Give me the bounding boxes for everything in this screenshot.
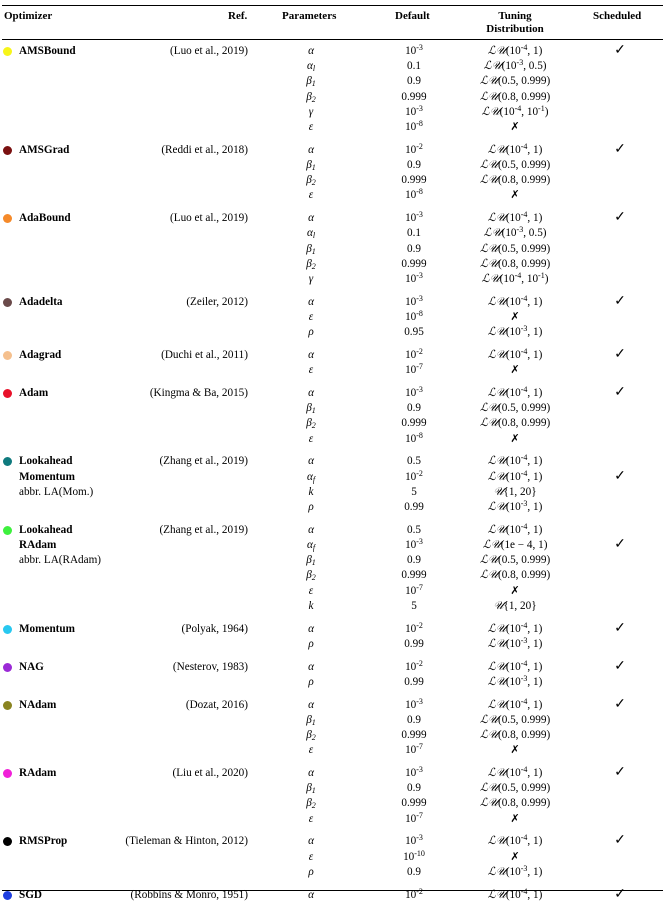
scheduled-check-icon: ✓	[614, 385, 626, 400]
optimizer-name: Lookahead	[19, 455, 73, 468]
tuning-distribution: ℒ𝒰(0.5, 0.999)	[479, 713, 551, 726]
parameter-symbol: α	[308, 888, 314, 901]
tuning-distribution: $ℒ𝒰(10^{-4}$, 1)	[487, 468, 543, 483]
tuning-distribution: $ℒ𝒰(10^{-4}$, 1)	[487, 658, 543, 673]
tuning-distribution: ℒ𝒰(0.8, 0.999)	[479, 417, 551, 430]
default-value: $10^{-3}$	[405, 43, 423, 57]
parameter-symbol: $\beta_2$	[306, 797, 316, 811]
optimizer-reference: (Zhang et al., 2019)	[159, 455, 248, 468]
default-value: 0.99	[404, 501, 424, 513]
optimizer-marker-dot	[3, 389, 12, 398]
default-value: $10^{-7}$	[405, 810, 423, 825]
header-parameters: Parameters	[282, 10, 337, 22]
optimizer-name: AMSBound	[19, 45, 76, 57]
default-value: $10^{-2}$	[405, 658, 423, 673]
optimizer-marker-dot	[3, 351, 12, 360]
optimizer-name: Adadelta	[19, 295, 63, 308]
tuning-distribution: $ℒ𝒰(10^{-4}$, 1)	[487, 43, 543, 57]
header-optimizer: Optimizer	[4, 10, 53, 22]
parameter-symbol: $\beta_1$	[306, 75, 316, 89]
default-value: $10^{-8}$	[405, 430, 423, 445]
default-value: 5	[411, 599, 417, 612]
default-value: $10^{-3}$	[405, 537, 423, 551]
optimizer-reference: (Liu et al., 2020)	[172, 767, 248, 779]
parameter-symbol: α	[308, 698, 314, 711]
optimizer-marker-dot	[3, 457, 12, 466]
default-value: 0.9	[407, 75, 421, 88]
default-value: $10^{-3}$	[405, 103, 423, 118]
parameter-symbol: ε	[308, 311, 314, 323]
default-value: $10^{-7}$	[405, 582, 423, 597]
parameter-symbol: $\beta_2$	[306, 257, 316, 271]
default-value: $10^{-2}$	[405, 886, 423, 901]
parameter-symbol: $\beta_1$	[306, 782, 316, 796]
parameter-symbol: ε	[308, 850, 314, 863]
tuning-distribution: $ℒ𝒰(10^{-3}$, 0.5)	[483, 225, 547, 240]
tuning-distribution: 𝒰{1, 20}	[493, 485, 537, 498]
not-tuned-cross-icon: ✗	[510, 189, 520, 202]
parameter-symbol: α	[308, 523, 314, 536]
default-value: $10^{-3}$	[405, 833, 423, 848]
parameter-symbol: $\beta_2$	[306, 569, 316, 583]
default-value: $10^{-7}$	[405, 362, 423, 377]
not-tuned-cross-icon: ✗	[510, 432, 520, 445]
parameter-symbol: ε	[308, 744, 314, 757]
default-value: 0.1	[407, 60, 421, 73]
default-value: 0.999	[401, 417, 427, 430]
tuning-distribution: ℒ𝒰(0.8, 0.999)	[479, 797, 551, 810]
parameter-symbol: α	[308, 143, 314, 156]
header-tuning	[470, 10, 560, 36]
scheduled-check-icon: ✓	[614, 537, 626, 552]
tuning-distribution: $ℒ𝒰(10^{-4}$, 1)	[487, 453, 543, 468]
default-value: $10^{-3}$	[405, 271, 423, 285]
parameter-symbol: $\alpha_l$	[306, 227, 316, 241]
optimizer-reference: (Reddi et al., 2018)	[161, 143, 248, 156]
tuning-distribution: $ℒ𝒰(10^{-4}$, 1)	[487, 347, 543, 361]
tuning-distribution: $ℒ𝒰(10^{-3}$, 1)	[487, 635, 543, 650]
parameter-symbol: ε	[308, 121, 314, 133]
tuning-distribution: ℒ𝒰(0.5, 0.999)	[479, 159, 551, 171]
tuning-distribution: ℒ𝒰(0.8, 0.999)	[479, 90, 551, 103]
optimizer-marker-dot	[3, 625, 12, 634]
default-value: $10^{-2}$	[405, 468, 423, 483]
optimizer-name: Lookahead	[19, 523, 73, 536]
tuning-distribution: ℒ𝒰(0.5, 0.999)	[479, 242, 551, 255]
parameter-symbol: ε	[308, 189, 314, 202]
default-value: 0.9	[407, 242, 421, 255]
default-value: $10^{-2}$	[405, 141, 423, 156]
default-value: $10^{-8}$	[405, 187, 423, 202]
tuning-distribution: ℒ𝒰(0.8, 0.999)	[479, 257, 551, 270]
optimizer-abbreviation: abbr. LA(Mom.)	[19, 485, 94, 498]
tuning-distribution: ℒ𝒰(0.5, 0.999)	[479, 782, 551, 795]
default-value: 0.99	[404, 675, 424, 688]
optimizer-marker-dot	[3, 526, 12, 535]
scheduled-check-icon: ✓	[614, 141, 626, 157]
default-value: 0.999	[401, 569, 427, 582]
parameter-symbol: $\beta_1$	[306, 159, 316, 172]
default-value: 0.9	[407, 782, 421, 795]
scheduled-check-icon: ✓	[614, 347, 626, 362]
default-value: 0.9	[407, 554, 421, 567]
optimizer-name: NAG	[19, 660, 44, 673]
parameter-symbol: α	[308, 767, 314, 779]
parameter-symbol: k	[308, 485, 314, 498]
not-tuned-cross-icon: ✗	[510, 850, 520, 863]
parameter-symbol: α	[308, 835, 314, 848]
scheduled-check-icon: ✓	[614, 658, 626, 674]
header-scheduled: Scheduled	[593, 10, 642, 22]
optimizer-marker-dot	[3, 837, 12, 846]
header-default: Default	[395, 10, 430, 22]
header-rule	[2, 39, 663, 40]
default-value: 0.1	[407, 227, 421, 240]
default-value: 0.5	[407, 455, 421, 468]
parameter-symbol: $\beta_1$	[306, 402, 316, 416]
parameter-symbol: $\alpha_f$	[306, 539, 316, 552]
parameter-symbol: α	[308, 387, 314, 399]
tuning-distribution: $ℒ𝒰(10^{-4}$, $10^{-1}$)	[481, 103, 549, 118]
default-value: 0.9	[407, 159, 421, 171]
scheduled-check-icon: ✓	[614, 886, 626, 902]
optimizer-name: AdaBound	[19, 212, 71, 225]
default-value: 0.9	[407, 865, 421, 878]
tuning-distribution: ℒ𝒰(0.8, 0.999)	[479, 174, 551, 187]
header-ref: Ref.	[228, 10, 248, 22]
parameter-symbol: ε	[308, 812, 314, 825]
optimizer-reference: (Zeiler, 2012)	[186, 295, 248, 308]
tuning-distribution: $ℒ𝒰(10^{-3}$, 1)	[487, 863, 543, 878]
tuning-distribution: ℒ𝒰(0.8, 0.999)	[479, 729, 551, 741]
optimizer-name: RAdam	[19, 767, 57, 779]
optimizer-reference: (Kingma & Ba, 2015)	[149, 387, 248, 399]
optimizer-name: Adam	[19, 387, 49, 399]
tuning-distribution: $ℒ𝒰(10^{-4}$, 1)	[487, 696, 543, 711]
parameter-symbol: $\beta_2$	[306, 729, 316, 742]
optimizer-marker-dot	[3, 663, 12, 672]
optimizer-marker-dot	[3, 701, 12, 710]
tuning-distribution: $ℒ𝒰(10^{-4}$, 1)	[487, 765, 543, 779]
optimizer-marker-dot	[3, 47, 12, 56]
default-value: $10^{-3}$	[405, 210, 423, 225]
not-tuned-cross-icon: ✗	[510, 744, 520, 757]
tuning-distribution: $ℒ𝒰(10^{-4}$, 1)	[487, 210, 543, 225]
tuning-distribution: $ℒ𝒰(10^{-4}$, 1)	[487, 886, 543, 901]
not-tuned-cross-icon: ✗	[510, 584, 520, 597]
scheduled-check-icon: ✓	[614, 43, 626, 58]
tuning-distribution: $ℒ𝒰(10^{-4}$, 1)	[487, 141, 543, 156]
default-value: 0.9	[407, 713, 421, 726]
tuning-distribution: $ℒ𝒰(10^{-3}$, 0.5)	[483, 58, 547, 73]
tuning-distribution: ℒ𝒰(0.5, 0.999)	[479, 402, 551, 415]
tuning-distribution: $ℒ𝒰(10^{-3}$, 1)	[487, 673, 543, 688]
default-value: 0.999	[401, 90, 427, 103]
parameter-symbol: ρ	[308, 326, 314, 339]
top-rule	[2, 5, 663, 6]
default-value: $10^{-7}$	[405, 742, 423, 757]
optimizer-reference: (Tieleman & Hinton, 2012)	[125, 835, 248, 848]
tuning-distribution: $ℒ𝒰(10^{-4}$, 1)	[487, 620, 543, 635]
scheduled-check-icon: ✓	[614, 620, 626, 636]
optimizer-marker-dot	[3, 298, 12, 307]
default-value: 0.99	[404, 637, 424, 650]
parameter-symbol: $\alpha_f$	[306, 470, 316, 484]
optimizer-name: Momentum	[19, 470, 75, 483]
scheduled-check-icon: ✓	[614, 765, 626, 780]
default-value: $10^{-10}$	[403, 848, 425, 863]
parameter-symbol: α	[308, 622, 314, 635]
tuning-distribution: ℒ𝒰(0.5, 0.999)	[479, 554, 551, 567]
optimizer-name: AMSGrad	[19, 143, 70, 156]
optimizer-reference: (Zhang et al., 2019)	[159, 523, 248, 536]
optimizer-marker-dot	[3, 769, 12, 778]
parameter-symbol: α	[308, 455, 314, 468]
parameter-symbol: k	[308, 599, 314, 612]
parameter-symbol: $\beta_2$	[306, 174, 316, 188]
parameter-symbol: ρ	[308, 865, 314, 878]
parameter-symbol: α	[308, 212, 314, 225]
scheduled-check-icon: ✓	[614, 210, 626, 226]
parameter-symbol: $\beta_2$	[306, 90, 316, 104]
default-value: 0.999	[401, 729, 427, 741]
optimizer-marker-dot	[3, 214, 12, 223]
default-value: $10^{-3}$	[405, 385, 423, 399]
tuning-distribution: $ℒ𝒰(10^{-4}$, 1)	[487, 385, 543, 399]
parameter-symbol: $\alpha_l$	[306, 60, 316, 74]
tuning-distribution: $ℒ𝒰(10^{-4}$, $10^{-1}$)	[481, 271, 549, 285]
default-value: 0.999	[401, 797, 427, 810]
optimizer-reference: (Luo et al., 2019)	[170, 212, 248, 225]
optimizer-abbreviation: abbr. LA(RAdam)	[19, 554, 102, 567]
default-value: $10^{-3}$	[405, 765, 423, 779]
parameter-symbol: ρ	[308, 637, 314, 650]
scheduled-check-icon: ✓	[614, 293, 626, 309]
optimizer-name: Momentum	[19, 622, 75, 635]
tuning-distribution: ℒ𝒰(0.5, 0.999)	[479, 75, 551, 88]
tuning-distribution: $ℒ𝒰(10^{-4}$, 1)	[487, 521, 543, 536]
parameter-symbol: α	[308, 660, 314, 673]
default-value: $10^{-2}$	[405, 347, 423, 361]
default-value: $10^{-8}$	[405, 309, 423, 323]
default-value: 0.95	[404, 326, 424, 339]
parameter-symbol: $\beta_1$	[306, 242, 316, 256]
default-value: 0.999	[401, 257, 427, 270]
optimizer-reference: (Luo et al., 2019)	[170, 45, 248, 57]
default-value: $10^{-3}$	[405, 696, 423, 711]
tuning-distribution: ℒ𝒰(1e − 4, 1)	[482, 539, 548, 551]
not-tuned-cross-icon: ✗	[510, 121, 520, 133]
default-value: 5	[411, 485, 417, 498]
not-tuned-cross-icon: ✗	[510, 364, 520, 377]
parameter-symbol: ε	[308, 584, 314, 597]
parameter-symbol: $\beta_1$	[306, 554, 316, 568]
parameter-symbol: γ	[308, 273, 314, 285]
default-value: 0.999	[401, 174, 427, 187]
parameter-symbol: $\beta_2$	[306, 417, 316, 431]
parameter-symbol: ρ	[308, 675, 314, 688]
default-value: 0.5	[407, 523, 421, 536]
parameter-symbol: α	[308, 349, 314, 361]
optimizer-name: RMSProp	[19, 835, 68, 848]
scheduled-check-icon: ✓	[614, 468, 626, 484]
default-value: $10^{-3}$	[405, 293, 423, 308]
optimizer-name: SGD	[19, 888, 43, 901]
optimizer-name: NAdam	[19, 698, 57, 711]
scheduled-check-icon: ✓	[614, 696, 626, 712]
tuning-distribution: ℒ𝒰(0.8, 0.999)	[479, 569, 551, 582]
tuning-distribution: 𝒰{1, 20}	[493, 599, 537, 612]
tuning-distribution: $ℒ𝒰(10^{-4}$, 1)	[487, 833, 543, 848]
parameter-symbol: ρ	[308, 501, 314, 513]
default-value: $10^{-2}$	[405, 620, 423, 635]
optimizer-marker-dot	[3, 146, 12, 155]
default-value: 0.9	[407, 402, 421, 415]
optimizer-reference: (Duchi et al., 2011)	[161, 349, 248, 361]
scheduled-check-icon: ✓	[614, 833, 626, 849]
default-value: $10^{-8}$	[405, 119, 423, 133]
optimizer-name: RAdam	[19, 539, 57, 551]
header-tuning-line1: Tuning	[498, 10, 532, 22]
optimizer-reference: (Robbins & Monro, 1951)	[130, 888, 248, 901]
optimizer-name: Adagrad	[19, 349, 62, 361]
header-tuning-line2: Distribution	[486, 23, 544, 35]
parameter-symbol: γ	[308, 105, 314, 118]
tuning-distribution: $ℒ𝒰(10^{-4}$, 1)	[487, 293, 543, 308]
not-tuned-cross-icon: ✗	[510, 812, 520, 825]
optimizer-reference: (Nesterov, 1983)	[172, 660, 248, 673]
optimizer-marker-dot	[3, 891, 12, 900]
not-tuned-cross-icon: ✗	[510, 311, 520, 323]
parameter-symbol: ε	[308, 432, 314, 445]
parameter-symbol: α	[308, 295, 314, 308]
tuning-distribution: $ℒ𝒰(10^{-3}$, 1)	[487, 499, 543, 513]
parameter-symbol: ε	[308, 364, 314, 377]
optimizer-reference: (Polyak, 1964)	[181, 622, 248, 635]
optimizer-reference: (Dozat, 2016)	[185, 698, 248, 711]
parameter-symbol: α	[308, 45, 314, 57]
parameter-symbol: $\beta_1$	[306, 713, 316, 727]
tuning-distribution: $ℒ𝒰(10^{-3}$, 1)	[487, 324, 543, 339]
